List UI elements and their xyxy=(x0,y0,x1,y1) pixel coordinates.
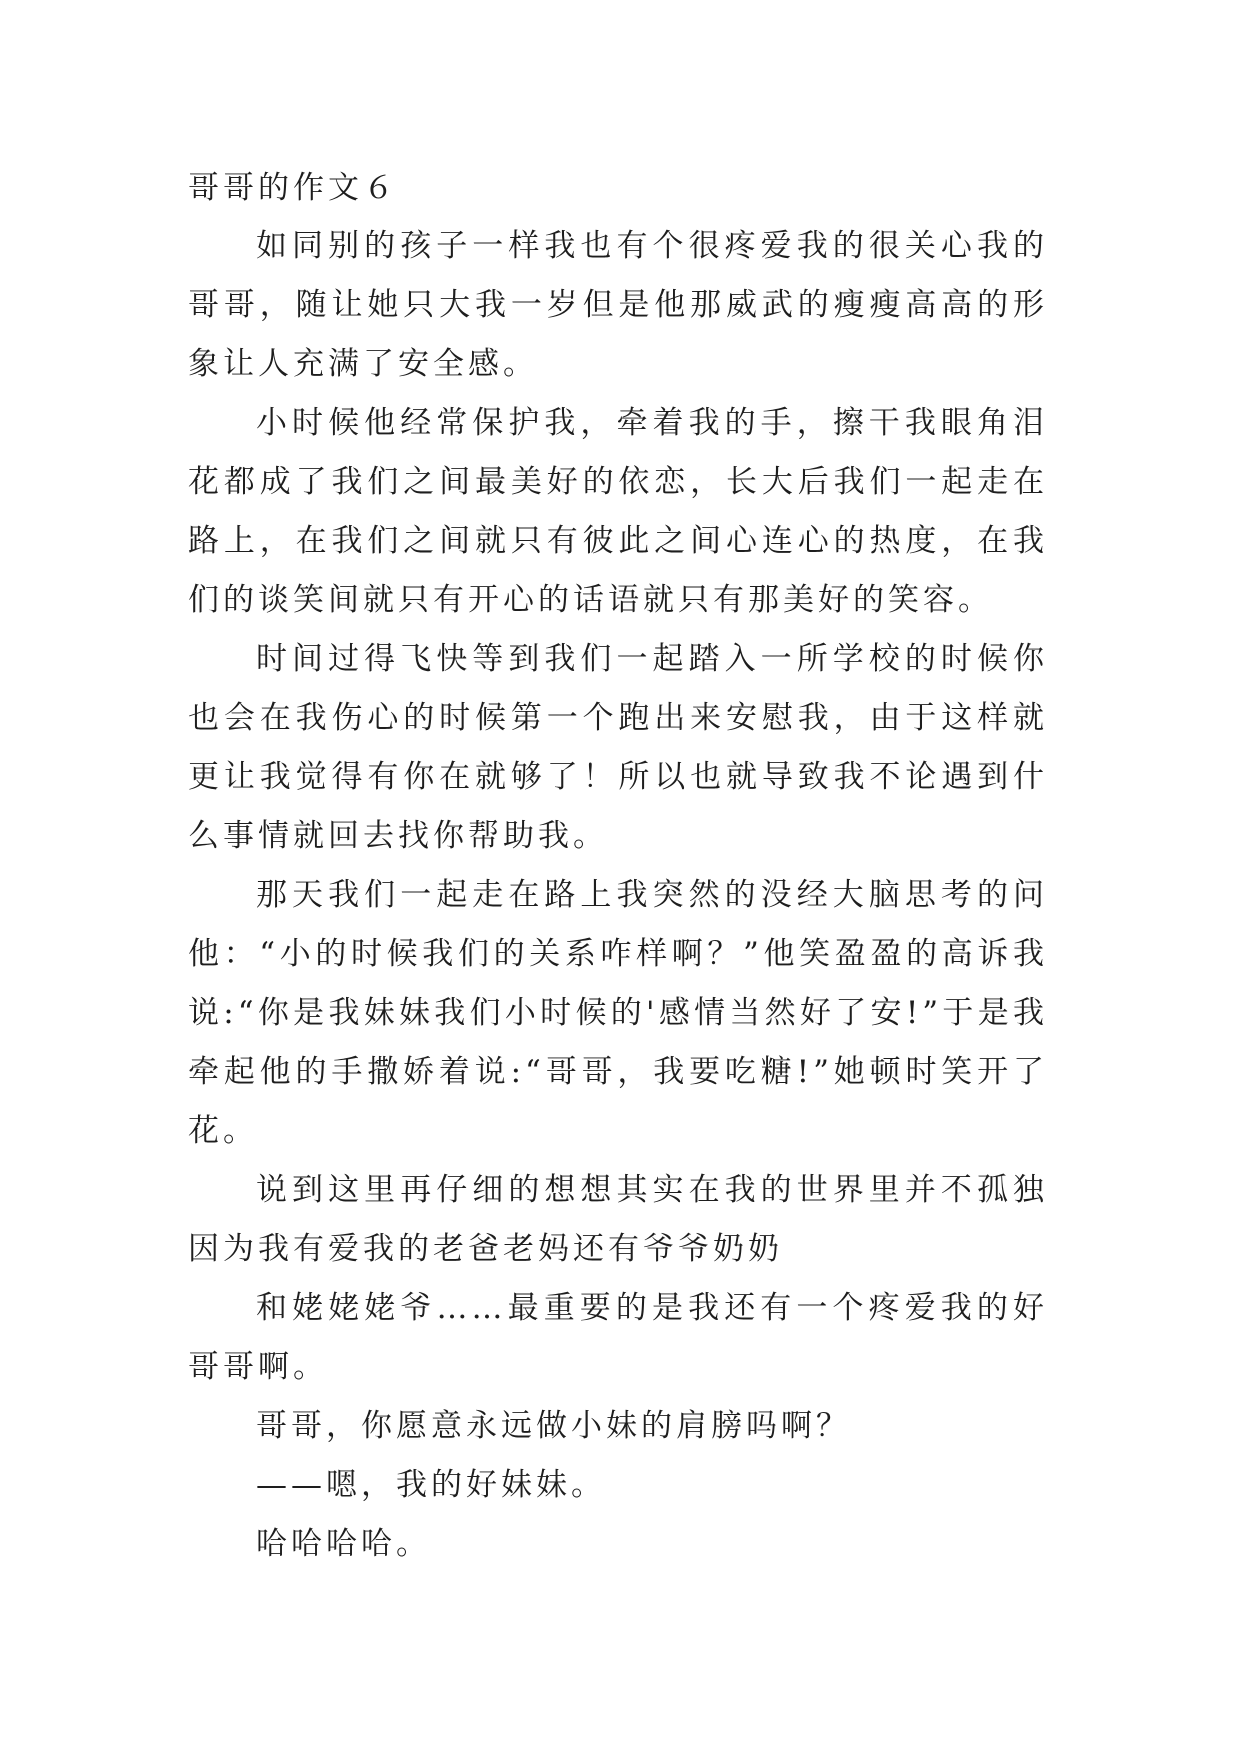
dialogue-line: ——嗯，我的好妹妹。 xyxy=(256,1467,606,1503)
paragraph: 如同别的孩子一样我也有个很疼爱我的很关心我的哥哥，随让她只大我一岁但是他那威武的瘦瘦高高的形象让人充满了安全感。 xyxy=(188,228,1048,382)
paragraph: 时间过得飞快等到我们一起踏入一所学校的时候你也会在我伤心的时候第一个跑出来安慰我，由于这样就更让我觉得有你在就够了！所以也就导致我不论遇到什么事情就回去找你帮助我。 xyxy=(188,641,1048,854)
paragraph: 和姥姥姥爷……最重要的是我还有一个疼爱我的好哥哥啊。 xyxy=(188,1290,1048,1385)
essay-body xyxy=(188,160,1048,1574)
paragraph: 那天我们一起走在路上我突然的没经大脑思考的问他：“小的时候我们的关系咋样啊？”他笑盈盈的高诉我说:“你是我妹妹我们小时候的'感情当然好了安!”于是我牵起他的手撒娇着说:“哥哥，我要吃糖!”她顿时笑开了花。 xyxy=(188,877,1048,1149)
dialogue-line: 哥哥，你愿意永远做小妹的肩膀吗啊？ xyxy=(256,1408,851,1444)
essay-title: 哥哥的作文６ xyxy=(188,170,398,206)
paragraph: 小时候他经常保护我，牵着我的手，擦干我眼角泪花都成了我们之间最美好的依恋，长大后我们一起走在路上，在我们之间就只有彼此之间心连心的热度，在我们的谈笑间就只有开心的话语就只有那美好的笑容。 xyxy=(188,405,1048,618)
paragraph: 说到这里再仔细的想想其实在我的世界里并不孤独因为我有爱我的老爸老妈还有爷爷奶奶 xyxy=(188,1172,1048,1267)
dialogue-line: 哈哈哈哈。 xyxy=(256,1526,431,1562)
